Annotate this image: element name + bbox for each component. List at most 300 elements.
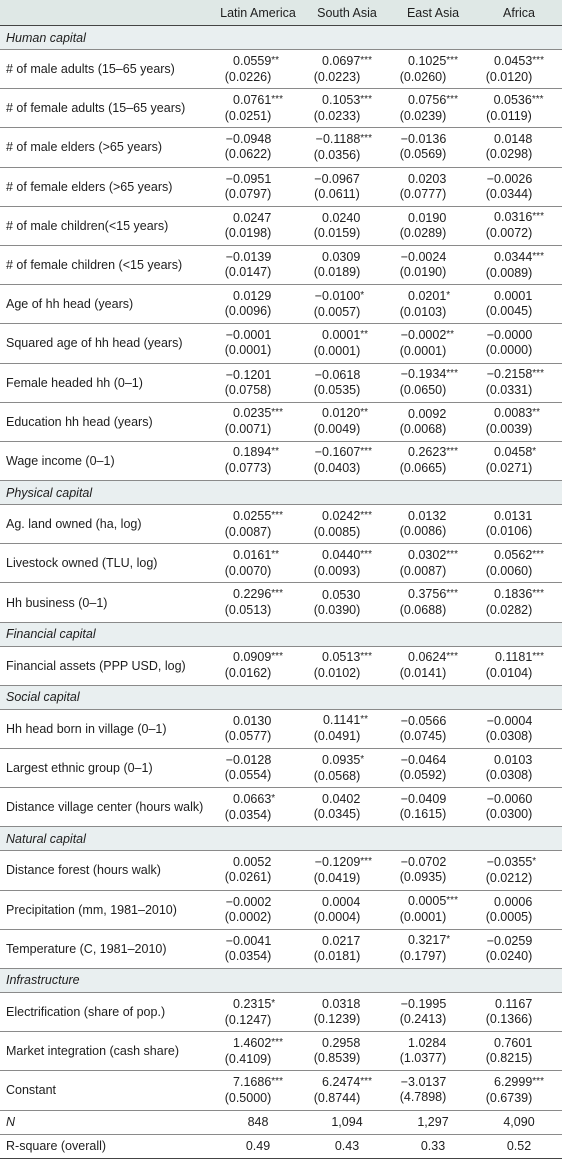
standard-error: (0.0745) [399,728,447,743]
standard-error: (0.0004) [313,909,361,924]
coefficient: 6.2999 [494,1074,533,1089]
standard-error: (0.0331) [485,383,533,398]
significance-stars: *** [532,548,544,560]
estimate-cell [476,128,562,167]
coefficient: −0.1995 [400,997,447,1012]
coefficient: 0.0242 [322,508,361,523]
estimate-cell [304,402,390,441]
estimate-cell [212,646,304,685]
coefficient: 0.0513 [322,650,361,665]
coefficient: −0.0948 [225,132,272,147]
standard-error: (0.0001) [399,910,447,925]
coefficient: 0.0458 [494,445,533,460]
standard-error: (0.0147) [224,265,272,280]
standard-error: (0.0491) [313,729,361,744]
standard-error: (0.0189) [313,265,361,280]
standard-error: (0.1797) [399,949,447,964]
section-header-row [0,622,562,646]
coefficient: 0.0536 [493,92,532,107]
standard-error: (0.0072) [485,226,533,241]
significance-stars: *** [271,1036,283,1048]
standard-error: (0.0554) [224,768,272,783]
table-row [0,128,562,167]
significance-stars: *** [360,651,372,663]
significance-stars: *** [360,855,372,867]
estimate-cell [212,363,304,402]
significance-stars: *** [446,588,458,600]
standard-error: (0.5000) [224,1090,272,1105]
significance-stars: *** [446,54,458,66]
coefficient: 0.1181 [494,650,533,665]
estimate-cell [390,128,476,167]
standard-error: (0.0103) [399,304,447,319]
section-title: Social capital [0,685,562,709]
standard-error: (0.1247) [224,1012,272,1027]
coefficient: 0.0453 [494,53,533,68]
table-row [0,285,562,324]
standard-error: (0.0106) [485,524,533,539]
estimate-cell [304,583,390,622]
standard-error: (0.0354) [224,807,272,822]
row-label: # of male adults (15–65 years) [0,50,212,89]
coefficient: 0.0402 [322,792,361,807]
standard-error: (0.0120) [485,69,533,84]
estimate-cell [304,50,390,89]
standard-error: (0.8215) [485,1051,533,1066]
standard-error: (0.0141) [399,666,447,681]
estimate-cell [390,324,476,363]
significance-stars: * [446,289,451,301]
standard-error: (0.0251) [224,108,272,123]
significance-stars: *** [532,250,544,262]
row-label: Distance village center (hours walk) [0,788,212,827]
standard-error: (0.0569) [399,147,447,162]
coefficient: 0.0909 [233,650,272,665]
summary-value: 0.52 [476,1134,562,1158]
section-header-row [0,685,562,709]
standard-error: (0.0001) [399,343,447,358]
estimate-cell [212,324,304,363]
standard-error: (0.0777) [399,186,447,201]
coefficient: −0.1607 [314,445,361,460]
estimate-cell [390,50,476,89]
estimate-cell [390,851,476,890]
coefficient: 0.0761 [233,92,272,107]
estimate-cell [390,206,476,245]
coefficient: 0.0120 [322,406,361,421]
coefficient: 0.1167 [494,997,533,1012]
significance-stars: *** [271,407,283,419]
estimate-cell [212,583,304,622]
significance-stars: ** [360,714,369,726]
estimate-cell [476,363,562,402]
section-title: Physical capital [0,481,562,505]
summary-value: 0.33 [390,1134,476,1158]
standard-error: (0.0087) [224,524,272,539]
estimate-cell [476,646,562,685]
standard-error: (0.8744) [313,1090,361,1105]
table-row [0,646,562,685]
estimate-cell [304,89,390,128]
estimate-cell [476,167,562,206]
coefficient: 0.0004 [322,894,361,909]
significance-stars: *** [532,588,544,600]
standard-error: (0.0289) [399,225,447,240]
standard-error: (0.0568) [313,768,361,783]
standard-error: (0.0190) [399,265,447,280]
significance-stars: *** [360,548,372,560]
significance-stars: ** [446,328,455,340]
standard-error: (0.0239) [399,108,447,123]
standard-error: (0.0611) [314,186,360,201]
row-label: Ag. land owned (ha, log) [0,505,212,544]
significance-stars: ** [271,446,280,458]
standard-error: (0.0089) [485,265,533,280]
coefficient: 0.0309 [322,250,361,265]
standard-error: (0.0045) [485,304,533,319]
row-label: Female headed hh (0–1) [0,363,212,402]
coefficient: −0.0002 [225,894,272,909]
coefficient: 0.0203 [408,171,447,186]
significance-stars: *** [446,651,458,663]
table-row [0,583,562,622]
coefficient: −0.1201 [225,367,272,382]
coefficient: 0.2623 [408,445,447,460]
significance-stars: ** [360,407,369,419]
summary-label: N [0,1110,212,1134]
summary-value: 1,094 [304,1110,390,1134]
row-label: # of male children(<15 years) [0,206,212,245]
coefficient: 0.0006 [494,894,533,909]
standard-error: (1.0377) [399,1051,447,1066]
coefficient: 0.7601 [494,1036,533,1051]
coefficient: 0.0302 [408,547,447,562]
significance-stars: *** [271,1075,283,1087]
standard-error: (4.7898) [399,1090,447,1105]
coefficient: 0.0318 [322,997,361,1012]
estimate-cell [476,992,562,1031]
coefficient: 6.2474 [322,1074,361,1089]
table-row [0,89,562,128]
standard-error: (0.0005) [485,909,533,924]
standard-error: (0.0198) [224,225,272,240]
standard-error: (0.0354) [224,948,272,963]
estimate-cell [304,324,390,363]
estimate-cell [212,206,304,245]
standard-error: (0.0104) [485,666,533,681]
table-row [0,890,562,929]
standard-error: (0.8539) [313,1051,361,1066]
estimate-cell [390,89,476,128]
section-title: Natural capital [0,827,562,851]
standard-error: (0.1615) [399,807,447,822]
standard-error: (0.0086) [399,524,447,539]
standard-error: (0.0535) [313,382,361,397]
standard-error: (0.0057) [313,304,361,319]
coefficient: 0.0530 [322,587,361,602]
significance-stars: *** [446,548,458,560]
estimate-cell [304,992,390,1031]
row-label: Financial assets (PPP USD, log) [0,646,212,685]
standard-error: (0.0344) [485,186,533,201]
significance-stars: *** [360,93,372,105]
row-label: Precipitation (mm, 1981–2010) [0,890,212,929]
coefficient: 0.2296 [233,587,272,602]
estimate-cell [304,245,390,284]
row-label: # of female adults (15–65 years) [0,89,212,128]
coefficient: 1.0284 [408,1036,447,1051]
summary-label: R-square (overall) [0,1134,212,1158]
estimate-cell [212,1071,304,1110]
standard-error: (0.0282) [485,603,533,618]
section-header-row [0,481,562,505]
column-header: South Asia [304,0,390,26]
standard-error: (0.0096) [224,304,272,319]
estimate-cell [304,128,390,167]
standard-error: (0.0345) [313,807,361,822]
estimate-cell [476,749,562,788]
standard-error: (0.0181) [313,948,361,963]
significance-stars: *** [531,93,544,105]
coefficient: 0.0092 [408,406,447,421]
estimate-cell [390,890,476,929]
standard-error: (0.6739) [485,1090,533,1105]
significance-stars: *** [360,446,372,458]
table-row [0,402,562,441]
coefficient: −0.0002 [400,327,447,342]
coefficient: −0.1209 [314,854,361,869]
significance-stars: *** [532,368,544,380]
standard-error: (0.0650) [399,383,447,398]
coefficient: 0.0344 [494,249,533,264]
standard-error: (0.0390) [313,602,361,617]
row-label: Wage income (0–1) [0,441,212,480]
table-row [0,749,562,788]
coefficient: 0.0001 [494,289,533,304]
estimate-cell [212,89,304,128]
row-label: Distance forest (hours walk) [0,851,212,890]
estimate-cell [476,583,562,622]
row-label: Squared age of hh head (years) [0,324,212,363]
significance-stars: *** [271,651,283,663]
estimate-cell [390,749,476,788]
estimate-cell [476,324,562,363]
coefficient: 0.0935 [322,752,361,767]
section-title: Human capital [0,26,562,50]
estimate-cell [476,50,562,89]
row-label: Livestock owned (TLU, log) [0,544,212,583]
standard-error: (0.0513) [224,603,272,618]
estimate-cell [476,544,562,583]
estimate-cell [476,1071,562,1110]
estimate-cell [476,245,562,284]
coefficient: 0.0131 [494,509,533,524]
coefficient: −0.0259 [486,933,533,948]
estimate-cell [212,50,304,89]
standard-error: (0.0419) [313,870,361,885]
coefficient: 0.0217 [322,933,361,948]
standard-error: (0.0002) [224,909,272,924]
coefficient: 0.1894 [233,445,272,460]
summary-value: 1,297 [390,1110,476,1134]
coefficient: 0.0247 [233,210,272,225]
estimate-cell [212,441,304,480]
estimate-cell [390,402,476,441]
coefficient: −0.1934 [400,367,447,382]
estimate-cell [304,929,390,968]
summary-value: 848 [212,1110,304,1134]
coefficient: 0.2958 [322,1036,361,1051]
estimate-cell [304,890,390,929]
estimate-cell [304,749,390,788]
coefficient: −0.1188 [315,131,361,146]
section-header-row [0,968,562,992]
standard-error: (0.0049) [313,422,361,437]
coefficient: 0.0559 [233,53,272,68]
coefficient: 0.0440 [322,547,361,562]
coefficient: −0.0060 [486,792,533,807]
coefficient: 0.0316 [494,210,533,225]
row-label: Hh business (0–1) [0,583,212,622]
coefficient: 0.0562 [494,547,533,562]
significance-stars: ** [360,328,369,340]
coefficient: −0.0001 [225,328,272,343]
table-row [0,1032,562,1071]
standard-error: (0.0298) [485,147,533,162]
standard-error: (0.0622) [224,147,272,162]
significance-stars: *** [446,93,458,105]
row-label: # of female elders (>65 years) [0,167,212,206]
estimate-cell [212,929,304,968]
estimate-cell [304,851,390,890]
coefficient: 0.1836 [494,587,533,602]
estimate-cell [476,206,562,245]
significance-stars: * [446,934,451,946]
coefficient: 1.4602 [233,1035,272,1050]
header-blank [0,0,212,26]
coefficient: −0.0026 [486,171,533,186]
standard-error: (0.0773) [224,461,272,476]
coefficient: 0.0161 [233,547,272,562]
estimate-cell [212,128,304,167]
significance-stars: * [360,753,365,765]
standard-error: (0.0665) [399,461,447,476]
table-row [0,206,562,245]
standard-error: (0.0577) [224,728,272,743]
standard-error: (0.0001) [224,343,272,358]
coefficient: 0.0005 [408,894,447,909]
table-row [0,992,562,1031]
standard-error: (0.0070) [224,563,272,578]
table-row [0,505,562,544]
significance-stars: ** [532,407,541,419]
standard-error: (0.0000) [485,343,533,358]
estimate-cell [476,890,562,929]
standard-error: (0.0093) [313,563,361,578]
table-row [0,929,562,968]
estimate-cell [476,788,562,827]
estimate-cell [476,929,562,968]
standard-error: (0.0308) [485,768,533,783]
standard-error: (0.0261) [224,870,272,885]
coefficient: −0.0004 [486,713,533,728]
standard-error: (0.0233) [313,108,361,123]
coefficient: −0.0100 [314,288,361,303]
estimate-cell [304,167,390,206]
coefficient: 0.0235 [233,406,272,421]
significance-stars: * [271,997,276,1009]
row-label: Constant [0,1071,212,1110]
estimate-cell [212,1032,304,1071]
coefficient: −0.0409 [400,792,447,807]
standard-error: (0.0001) [313,343,361,358]
significance-stars: *** [446,895,458,907]
table-row [0,788,562,827]
standard-error: (0.0085) [313,524,361,539]
estimate-cell [476,402,562,441]
table-row [0,1071,562,1110]
standard-error: (0.0223) [313,69,361,84]
standard-error: (0.0308) [485,728,533,743]
standard-error: (0.0935) [399,870,447,885]
standard-error: (0.0060) [485,563,533,578]
estimate-cell [390,245,476,284]
significance-stars: * [271,792,276,804]
standard-error: (0.0240) [485,948,533,963]
coefficient: 0.0148 [494,132,533,147]
summary-row [0,1110,562,1134]
estimate-cell [304,646,390,685]
coefficient: −3.0137 [400,1075,447,1090]
significance-stars: *** [446,446,458,458]
significance-stars: *** [360,1075,372,1087]
estimate-cell [390,505,476,544]
row-label: Temperature (C, 1981–2010) [0,929,212,968]
estimate-cell [390,583,476,622]
row-label: Electrification (share of pop.) [0,992,212,1031]
estimate-cell [212,505,304,544]
coefficient: −0.0618 [314,367,361,382]
section-title: Financial capital [0,622,562,646]
standard-error: (0.0226) [224,69,272,84]
significance-stars: *** [271,588,283,600]
standard-error: (0.4109) [224,1051,272,1066]
estimate-cell [212,167,304,206]
coefficient: 0.0756 [408,92,447,107]
table-row [0,324,562,363]
table-row [0,709,562,748]
coefficient: 0.0129 [233,289,272,304]
standard-error: (0.0403) [313,461,361,476]
significance-stars: *** [360,509,372,521]
significance-stars: *** [532,1075,544,1087]
coefficient: 0.0663 [233,791,272,806]
estimate-cell [212,402,304,441]
coefficient: −0.0355 [486,854,533,869]
standard-error: (0.1239) [313,1012,361,1027]
standard-error: (0.0356) [313,147,361,162]
coefficient: 0.0255 [233,508,272,523]
row-label: # of male elders (>65 years) [0,128,212,167]
row-label: Largest ethnic group (0–1) [0,749,212,788]
coefficient: 0.0001 [322,327,361,342]
estimate-cell [390,285,476,324]
significance-stars: * [532,446,537,458]
row-label: Hh head born in village (0–1) [0,709,212,748]
table-row [0,167,562,206]
estimate-cell [212,788,304,827]
estimate-cell [212,245,304,284]
